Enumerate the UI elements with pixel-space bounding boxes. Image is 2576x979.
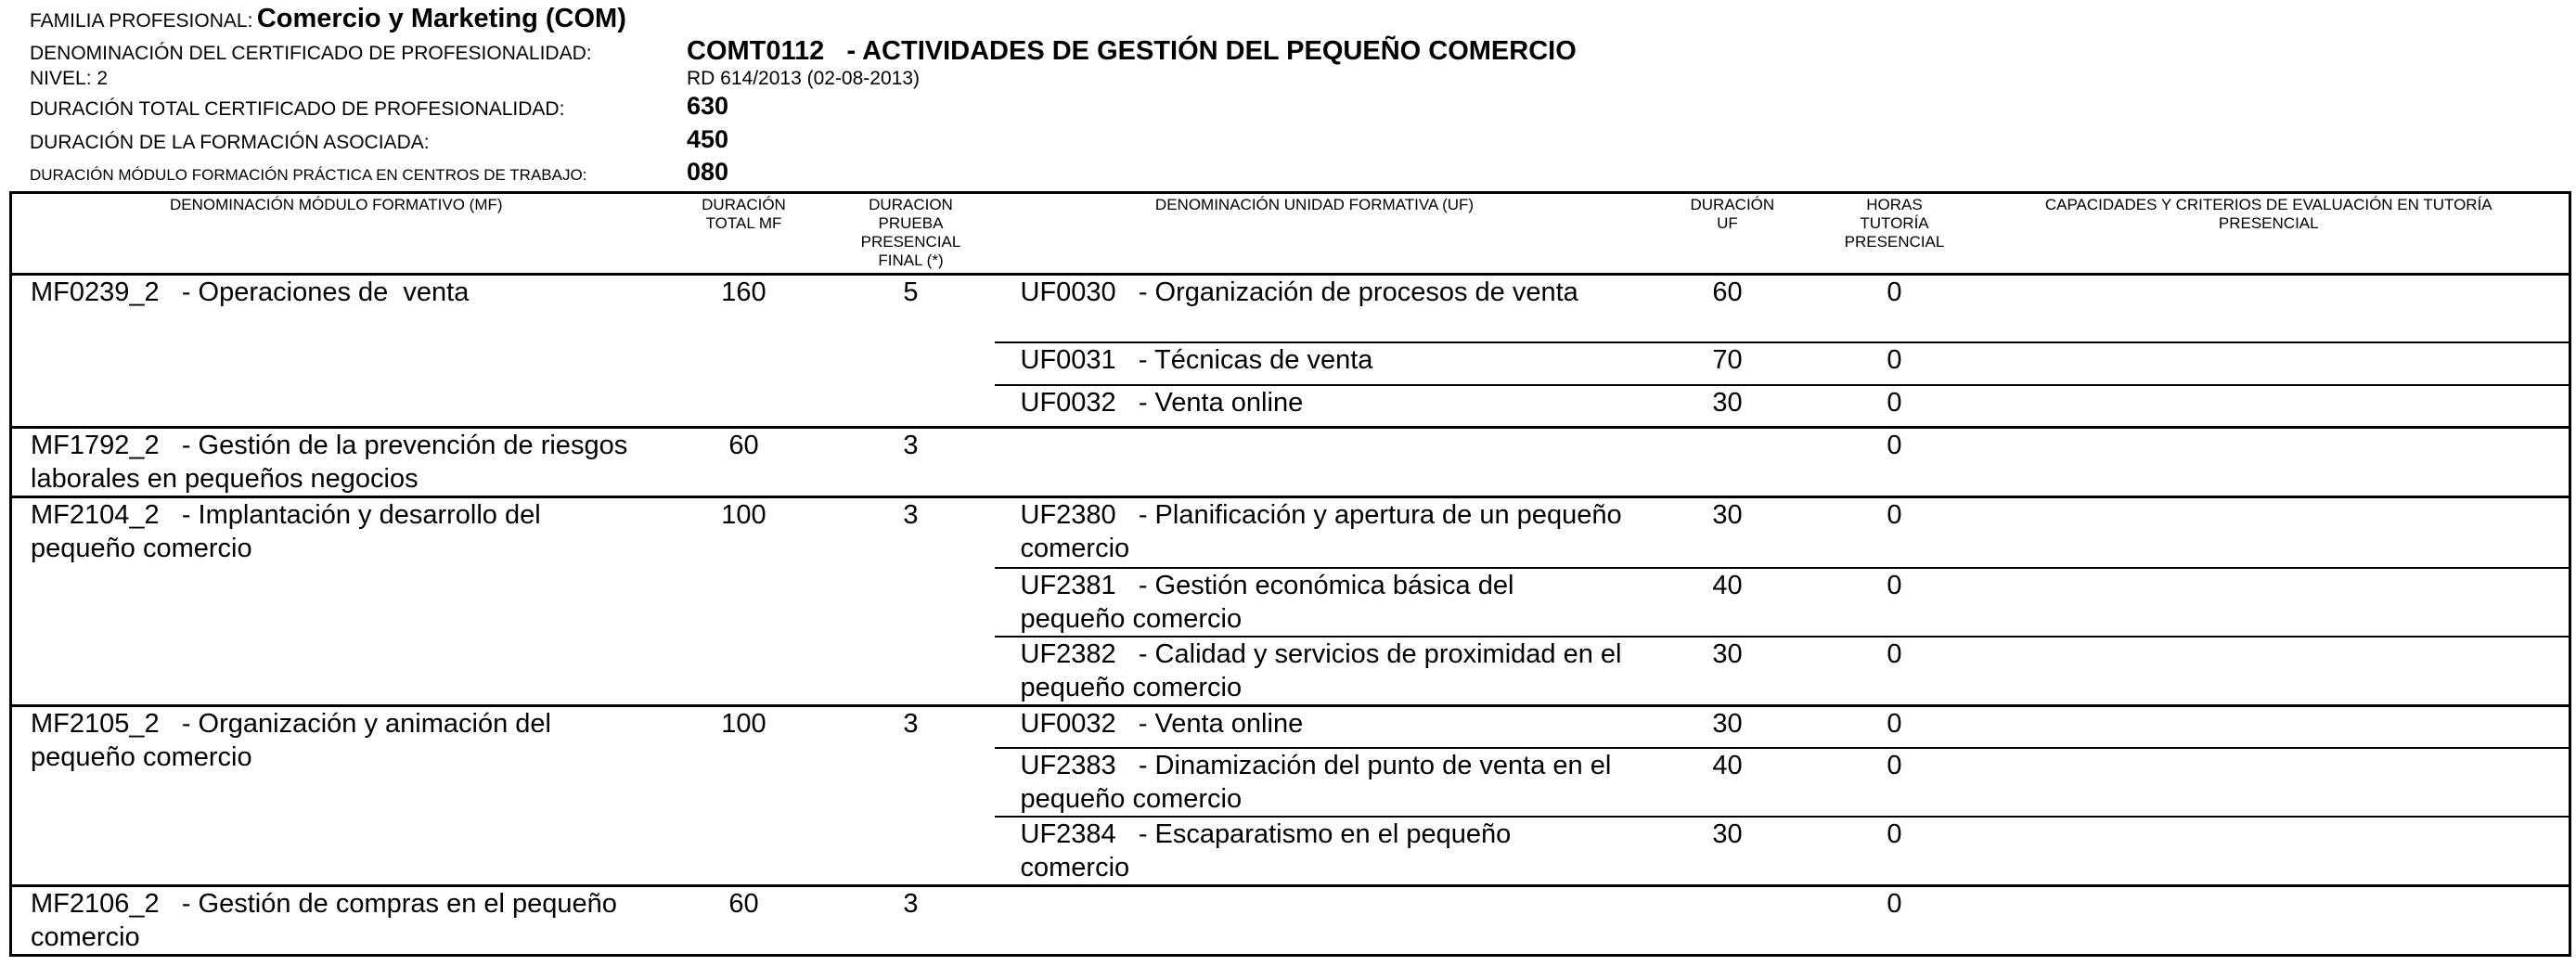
col-header-uf: DENOMINACIÓN UNIDAD FORMATIVA (UF) — [995, 193, 1635, 275]
uf-duracion: 60 — [1712, 277, 1743, 307]
uf-capacidades — [1969, 886, 2570, 956]
familia-profesional-line — [30, 4, 626, 34]
mf-duracion: 100 — [661, 705, 828, 886]
col-header-duracion-mf: DURACIÓN TOTAL MF — [661, 193, 828, 275]
uf-duracion: 30 — [1635, 497, 1821, 568]
uf-capacidades — [1969, 497, 2570, 568]
uf-name: UF0031 - Técnicas de venta — [995, 342, 1635, 385]
mf-duracion: 60 — [661, 886, 828, 956]
uf-name: UF2381 - Gestión económica básica del pequeño comercio — [995, 568, 1635, 637]
uf-name: UF2380 - Planificación y apertura de un pequeño comercio — [995, 497, 1635, 568]
uf-duracion: 30 — [1635, 385, 1821, 428]
mf-prueba: 3 — [828, 705, 995, 886]
col-header-duracion-uf: DURACIÓN UF — [1635, 193, 1821, 275]
uf-capacidades — [1969, 568, 2570, 637]
modulos-table — [9, 191, 2571, 957]
mf-prueba: 3 — [828, 428, 995, 497]
col-header-prueba: DURACION PRUEBA PRESENCIAL FINAL (*) — [828, 193, 995, 275]
mf-prueba: 3 — [828, 886, 995, 956]
uf-capacidades — [1969, 748, 2570, 817]
table-header-row — [11, 193, 2570, 275]
col-header-tutoria: HORAS TUTORÍA PRESENCIAL — [1821, 193, 1969, 275]
mf-prueba: 5 — [903, 277, 919, 307]
uf-capacidades — [1969, 705, 2570, 748]
uf-capacidades — [1969, 637, 2570, 706]
mf-prueba: 3 — [828, 497, 995, 706]
table-row — [11, 886, 2570, 956]
uf-duracion: 70 — [1635, 342, 1821, 385]
uf-name: UF2382 - Calidad y servicios de proximidad en el pequeño comercio — [995, 637, 1635, 706]
mf-name: MF0239_2 - Operaciones de venta — [31, 277, 470, 307]
duracion-total-label: DURACIÓN TOTAL CERTIFICADO DE PROFESIONALIDAD: — [30, 98, 565, 120]
uf-tutoria: 0 — [1821, 497, 1969, 568]
uf-name: UF0032 - Venta online — [995, 705, 1635, 748]
duracion-total-value: 630 — [687, 92, 729, 120]
mf-duracion: 160 — [721, 277, 766, 307]
uf-tutoria: 0 — [1821, 385, 1969, 428]
uf-tutoria: 0 — [1821, 637, 1969, 706]
uf-tutoria: 0 — [1821, 817, 1969, 886]
uf-duracion: 30 — [1635, 637, 1821, 706]
uf-tutoria: 0 — [1821, 748, 1969, 817]
duracion-formacion-value: 450 — [687, 125, 729, 153]
uf-tutoria: 0 — [1821, 705, 1969, 748]
mf-name: MF2106_2 - Gestión de compras en el pequeño comercio — [11, 886, 661, 956]
uf-tutoria: 0 — [1821, 568, 1969, 637]
uf-duracion: 30 — [1635, 817, 1821, 886]
uf-capacidades — [1969, 428, 2570, 497]
familia-value: Comercio y Marketing (COM) — [256, 4, 626, 33]
rd-value: RD 614/2013 (02-08-2013) — [687, 68, 920, 89]
col-header-mf: DENOMINACIÓN MÓDULO FORMATIVO (MF) — [11, 193, 661, 275]
duracion-formacion-label: DURACIÓN DE LA FORMACIÓN ASOCIADA: — [30, 132, 430, 153]
uf-name — [995, 428, 1635, 497]
uf-duracion: 30 — [1635, 705, 1821, 748]
duracion-practica-value: 080 — [687, 158, 729, 186]
mf-name: MF2104_2 - Implantación y desarrollo del pequeño comercio — [11, 497, 661, 706]
uf-name: UF0032 - Venta online — [995, 385, 1635, 428]
mf-name: MF1792_2 - Gestión de la prevención de riesgos laborales en pequeños negocios — [11, 428, 661, 497]
nivel-label: NIVEL: 2 — [30, 68, 109, 89]
duracion-practica-label: DURACIÓN MÓDULO FORMACIÓN PRÁCTICA EN CENTROS DE TRABAJO: — [30, 166, 587, 184]
uf-name: UF0030 - Organización de procesos de venta — [1020, 277, 1578, 307]
uf-tutoria: 0 — [1821, 342, 1969, 385]
table-row — [11, 428, 2570, 497]
uf-name — [995, 886, 1635, 956]
uf-duracion — [1635, 428, 1821, 497]
uf-tutoria: 0 — [1821, 428, 1969, 497]
uf-duracion: 40 — [1635, 568, 1821, 637]
uf-capacidades — [1969, 275, 2570, 342]
certificate-title: COMT0112 - ACTIVIDADES DE GESTIÓN DEL PEQUEÑO COMERCIO — [687, 36, 1577, 66]
table-row — [11, 497, 2570, 568]
mf-duracion: 60 — [661, 428, 828, 497]
uf-duracion: 40 — [1635, 748, 1821, 817]
familia-label: FAMILIA PROFESIONAL: — [30, 10, 253, 32]
uf-capacidades — [1969, 817, 2570, 886]
uf-tutoria: 0 — [1821, 886, 1969, 956]
uf-name: UF2383 - Dinamización del punto de venta en el pequeño comercio — [995, 748, 1635, 817]
uf-tutoria: 0 — [1887, 277, 1902, 307]
table-row — [11, 705, 2570, 748]
table-row — [11, 275, 2570, 342]
uf-capacidades — [1969, 385, 2570, 428]
uf-duracion — [1635, 886, 1821, 956]
uf-capacidades — [1969, 342, 2570, 385]
mf-name: MF2105_2 - Organización y animación del pequeño comercio — [11, 705, 661, 886]
denominacion-label: DENOMINACIÓN DEL CERTIFICADO DE PROFESIONALIDAD: — [30, 43, 592, 64]
uf-name: UF2384 - Escaparatismo en el pequeño comercio — [995, 817, 1635, 886]
col-header-capacidades: CAPACIDADES Y CRITERIOS DE EVALUACIÓN EN TUTORÍA PRESENCIAL — [1969, 193, 2570, 275]
mf-duracion: 100 — [661, 497, 828, 706]
